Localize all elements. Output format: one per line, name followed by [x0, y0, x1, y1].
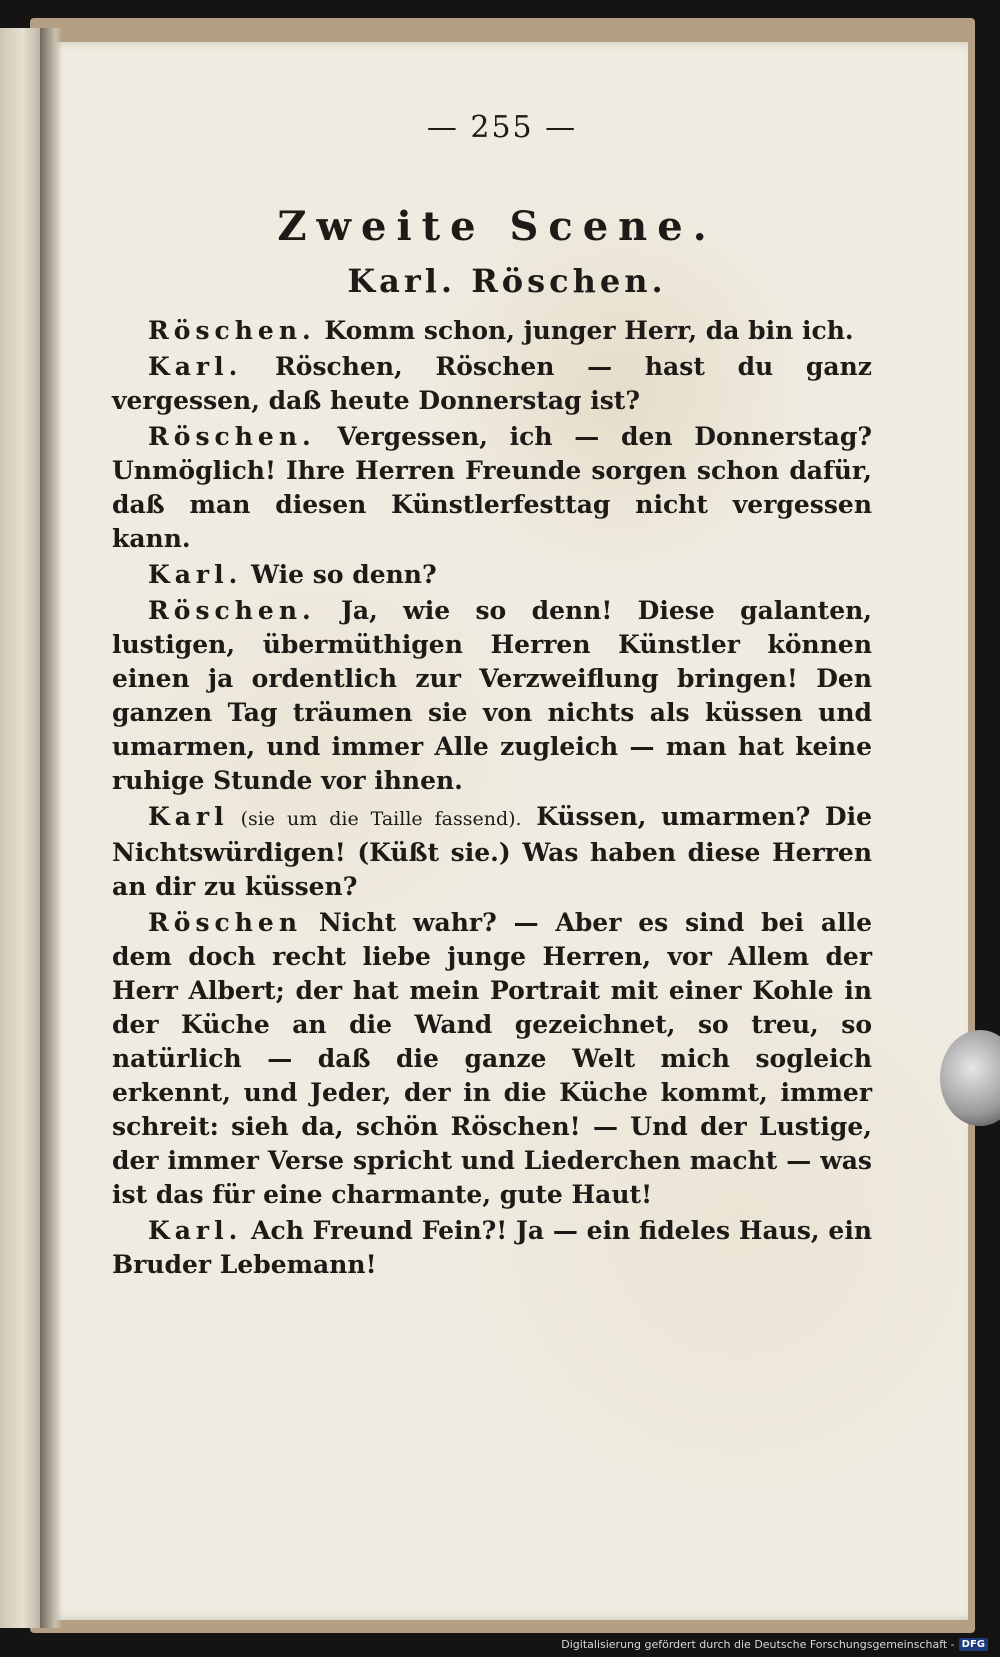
dialogue-text: Komm schon, junger Herr, da bin ich. [315, 316, 854, 345]
dialogue-text: Röschen, Röschen — hast du ganz vergessen, daß heute Donnerstag ist? [112, 352, 872, 415]
scene-persons: Karl. Röschen. [347, 262, 667, 300]
dialogue-line [112, 906, 872, 1212]
speaker-name: Karl [148, 802, 229, 831]
speaker-name: Röschen. [148, 316, 316, 345]
dialogue-text: Ja, wie so denn! Diese galanten, lustigen, übermüthigen Herren Künstler können einen ja ordentlich zur Verzweiflung bringen! Den ganzen Tag träumen sie von nichts als küssen und umarmen, und immer Alle zugleich — man hat keine ruhige Stunde vor ihnen. [112, 596, 872, 795]
speaker-name: Karl. [148, 1216, 243, 1245]
scene-title: Zweite Scene. [277, 203, 717, 250]
page-text [112, 110, 872, 1284]
dialogue-line [112, 420, 872, 556]
digitization-credit [561, 1638, 988, 1651]
speaker-name: Karl. [148, 352, 243, 381]
dialogue-line [112, 350, 872, 418]
dialogue-line [112, 800, 872, 904]
speaker-name: Röschen. [148, 422, 316, 451]
speaker-name: Karl. [148, 560, 243, 589]
dialogue-line [112, 1214, 872, 1282]
speaker-name: Röschen. [148, 596, 316, 625]
dialogue-text: Küssen, umarmen? Die Nichtswürdigen! (Küßt sie.) Was haben diese Herren an dir zu küssen? [112, 802, 872, 901]
left-page-edge [0, 28, 42, 1628]
speaker-name: Röschen [148, 908, 303, 937]
dialogue-text: Ach Freund Fein?! Ja — ein fideles Haus, ein Bruder Lebemann! [112, 1216, 872, 1279]
dialogue-text: Nicht wahr? — Aber es sind bei alle dem doch recht liebe junge Herren, vor Allem der Herr Albert; der hat mein Portrait mit einer Kohle in der Küche an die Wand gezeichnet, so treu, so natürlich — daß die ganze Welt mich sogleich erkennt, und Jeder, der in die Küche kommt, immer schreit: sieh da, schön Röschen! — Und der Lustige, der immer Verse spricht und Liederchen macht — was ist das für eine charmante, gute Haut! [112, 908, 872, 1209]
dialogue-text: Vergessen, ich — den Donnerstag? Unmöglich! Ihre Herren Freunde sorgen schon dafür, daß man diesen Künstlerfesttag nicht vergessen kann. [112, 422, 872, 553]
dialogue-line [112, 314, 872, 348]
binding-gutter [40, 28, 62, 1628]
dialogue-line [112, 558, 872, 592]
dfg-logo: DFG [959, 1638, 988, 1651]
dialogue-text: Wie so denn? [242, 560, 437, 589]
dialogue-line [112, 594, 872, 798]
stage-direction: (sie um die Taille fassend). [228, 808, 522, 830]
page-number: — 255 — [426, 110, 578, 145]
credit-text: Digitalisierung gefördert durch die Deutsche Forschungsgemeinschaft - [561, 1638, 955, 1651]
